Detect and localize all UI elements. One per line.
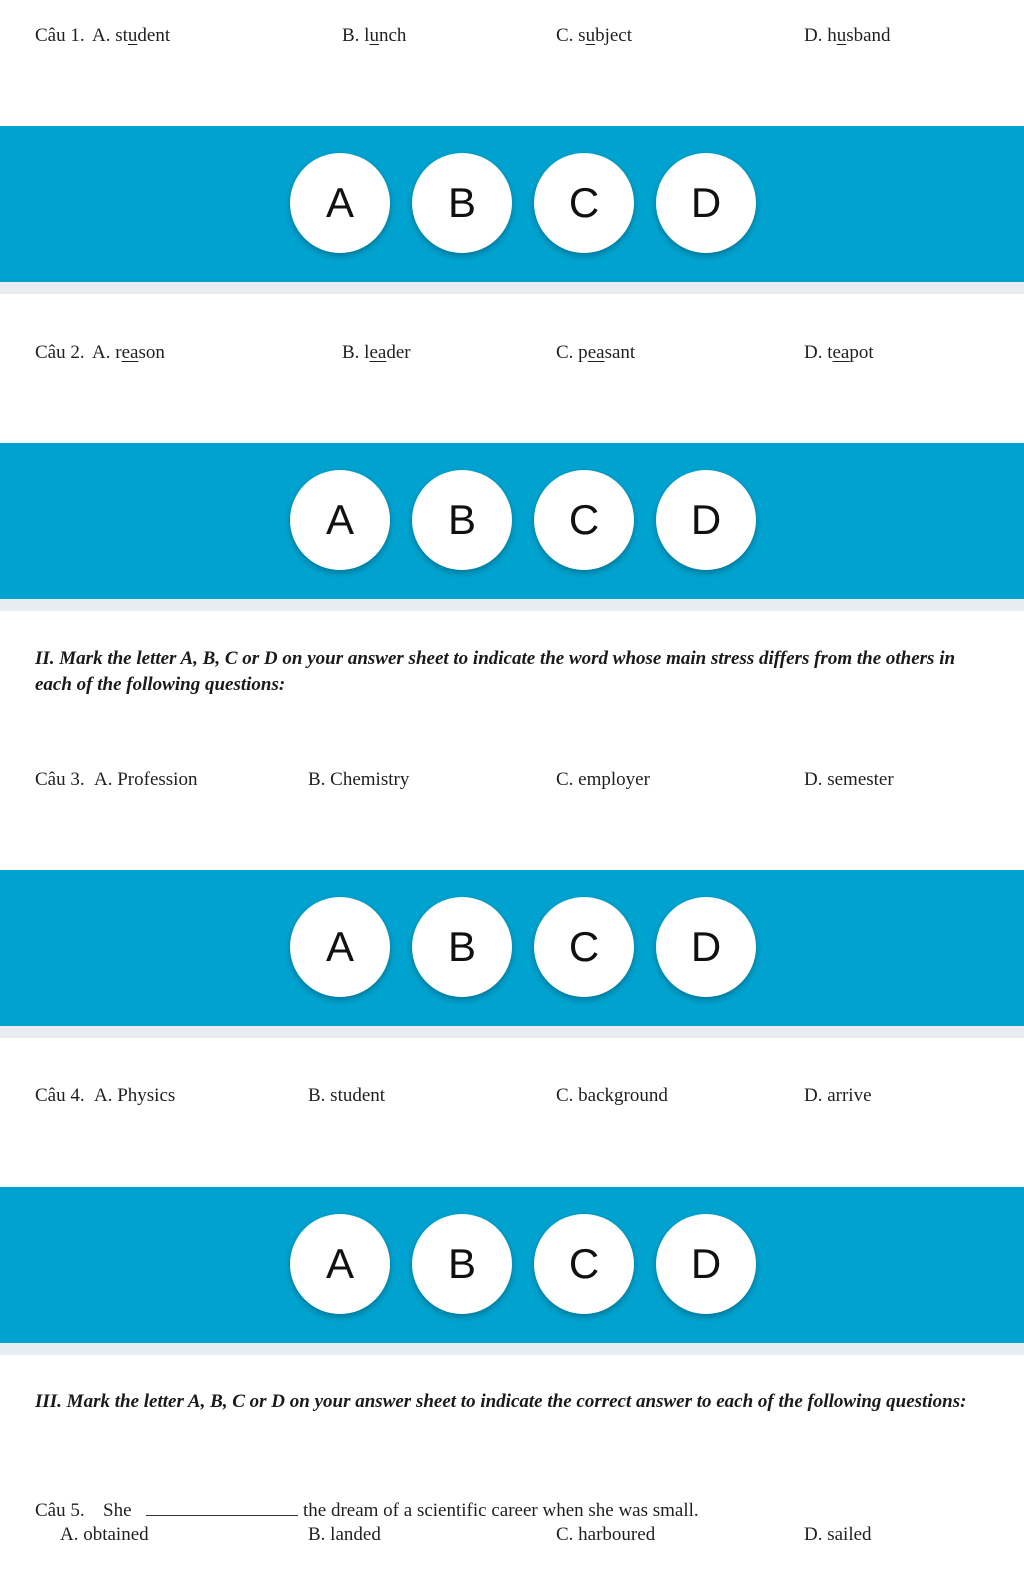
question-5-label: Câu 5.: [35, 1500, 85, 1521]
q2-answer-b-button[interactable]: B: [412, 470, 512, 570]
band-divider-3: [0, 1026, 1024, 1038]
question-3-option-b: B. Chemistry: [308, 769, 410, 790]
q1-answer-a-button[interactable]: A: [290, 153, 390, 253]
question-4-option-a: A. Physics: [94, 1085, 176, 1106]
question-4-option-d: D. arrive: [804, 1085, 872, 1106]
q2-answer-d-button[interactable]: D: [656, 470, 756, 570]
question-1-label: Câu 1.: [35, 25, 85, 46]
q4-answer-a-button[interactable]: A: [290, 1214, 390, 1314]
q4-answer-d-button[interactable]: D: [656, 1214, 756, 1314]
question-2-label: Câu 2.: [35, 342, 85, 363]
answer-band-1: [0, 126, 1024, 282]
q4-answer-b-button[interactable]: B: [412, 1214, 512, 1314]
question-4-option-c: C. background: [556, 1085, 668, 1106]
q3-answer-b-button[interactable]: B: [412, 897, 512, 997]
question-2-option-c: C. peasant: [556, 342, 636, 363]
question-2-option-a: A. reason: [92, 342, 165, 363]
question-1-option-a: A. student: [92, 25, 171, 46]
question-1-option-d: D. husband: [804, 25, 891, 46]
question-2-row: [0, 338, 1024, 368]
question-5-stem-after: the dream of a scientific career when she was small.: [303, 1500, 699, 1521]
question-5-option-d: D. sailed: [804, 1524, 872, 1545]
band-divider-4: [0, 1343, 1024, 1355]
band-divider-2: [0, 599, 1024, 611]
question-3-option-d: D. semester: [804, 769, 894, 790]
question-5-stem-before: She: [103, 1500, 132, 1521]
question-4-row: [0, 1081, 1024, 1111]
q3-answer-a-button[interactable]: A: [290, 897, 390, 997]
question-1-option-c: C. subject: [556, 25, 633, 46]
question-3-option-c: C. employer: [556, 769, 650, 790]
question-3-label: Câu 3.: [35, 769, 85, 790]
section-3-instructions: III. Mark the letter A, B, C or D on your answer sheet to indicate the correct answer to each of the following questions:: [35, 1391, 967, 1412]
question-1-row: [0, 21, 1024, 51]
answer-band-2: [0, 443, 1024, 599]
q2-answer-a-button[interactable]: A: [290, 470, 390, 570]
q4-answer-c-button[interactable]: C: [534, 1214, 634, 1314]
q1-answer-c-button[interactable]: C: [534, 153, 634, 253]
answer-band-4: [0, 1187, 1024, 1343]
question-5-option-b: B. landed: [308, 1524, 381, 1545]
question-5-options: [0, 1520, 1024, 1550]
question-5-option-c: C. harboured: [556, 1524, 656, 1545]
question-5-option-a: A. obtained: [60, 1524, 149, 1545]
q3-answer-c-button[interactable]: C: [534, 897, 634, 997]
question-3-option-a: A. Profession: [94, 769, 198, 790]
q2-answer-c-button[interactable]: C: [534, 470, 634, 570]
q1-answer-b-button[interactable]: B: [412, 153, 512, 253]
section-2-instructions: II. Mark the letter A, B, C or D on your answer sheet to indicate the word whose main stress differs from the others in each of the following questions:: [35, 648, 956, 695]
question-3-row: [0, 765, 1024, 795]
question-1-option-b: B. lunch: [342, 25, 407, 46]
question-2-option-b: B. leader: [342, 342, 411, 363]
question-4-option-b: B. student: [308, 1085, 386, 1106]
q3-answer-d-button[interactable]: D: [656, 897, 756, 997]
band-divider-1: [0, 282, 1024, 294]
question-4-label: Câu 4.: [35, 1085, 85, 1106]
question-2-option-d: D. teapot: [804, 342, 874, 363]
answer-band-3: [0, 870, 1024, 1026]
q1-answer-d-button[interactable]: D: [656, 153, 756, 253]
